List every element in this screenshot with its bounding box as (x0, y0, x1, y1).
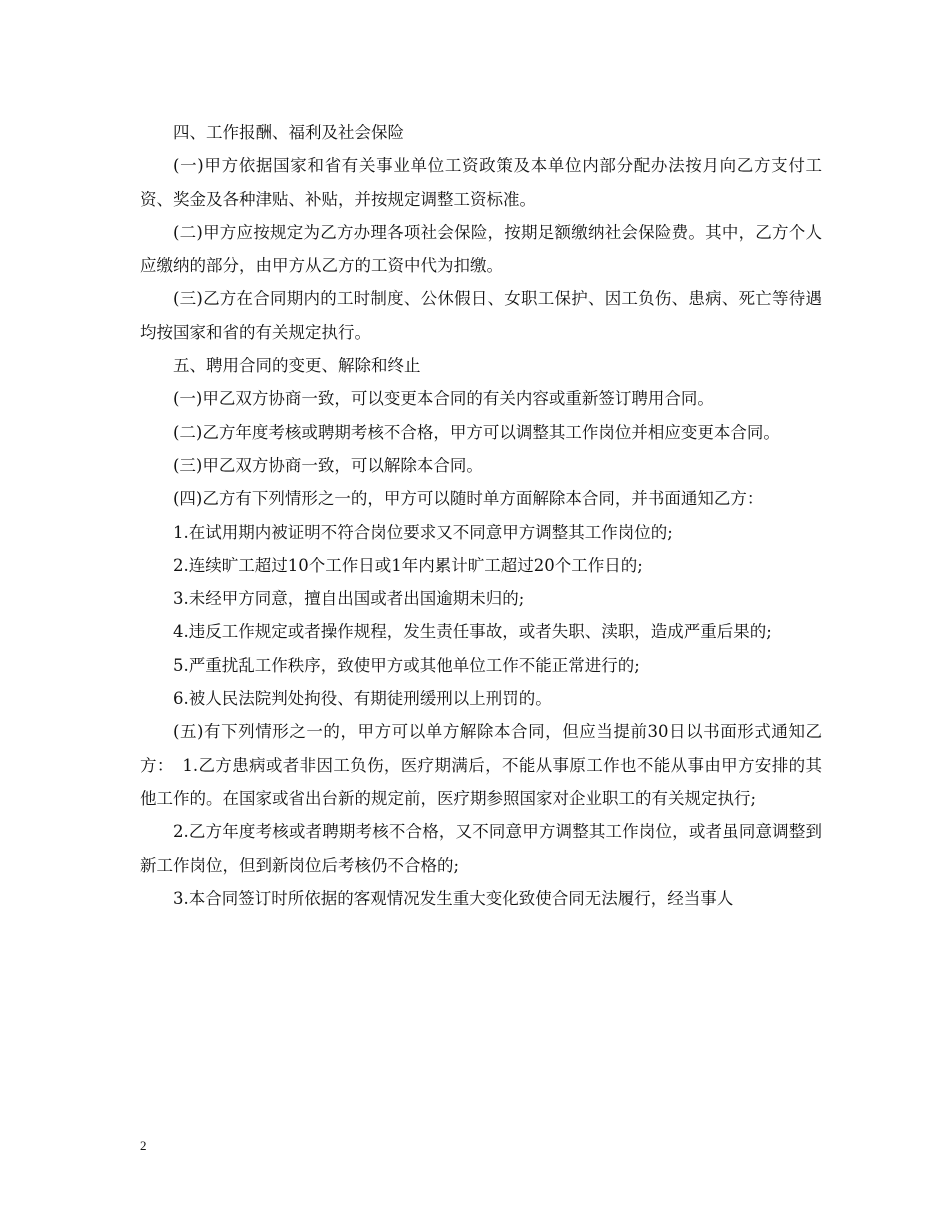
paragraph: (一)甲乙双方协商一致，可以变更本合同的有关内容或重新签订聘用合同。 (173, 389, 714, 409)
list-item: 2.连续旷工超过10个工作日或1年内累计旷工超过20个工作日的; (173, 555, 643, 575)
paragraph: (四)乙方有下列情形之一的，甲方可以随时单方面解除本合同，并书面通知乙方： (173, 489, 764, 509)
list-item: 6.被人民法院判处拘役、有期徒刑缓刑以上刑罚的。 (173, 689, 552, 709)
page-number: 2 (140, 1138, 147, 1153)
list-item: 2.乙方年度考核或者聘期考核不合格，又不同意甲方调整其工作岗位，或者虽同意调整到新工作岗位，但到新岗位后考核仍不合格的; (140, 822, 822, 875)
section-heading: 四、工作报酬、福利及社会保险 (173, 123, 404, 142)
list-item: 1.在试用期内被证明不符合岗位要求又不同意甲方调整其工作岗位的; (173, 522, 673, 542)
paragraph: (三)乙方在合同期内的工时制度、公休假日、女职工保护、因工负伤、患病、死亡等待遇均按国家和省的有关规定执行。 (140, 289, 822, 342)
paragraph: (二)乙方年度考核或聘期考核不合格，甲方可以调整其工作岗位并相应变更本合同。 (173, 422, 780, 442)
paragraph: (三)甲乙双方协商一致，可以解除本合同。 (173, 455, 483, 475)
paragraph: (五)有下列情形之一的，甲方可以单方解除本合同，但应当提前30日以书面形式通知乙方： 1.乙方患病或者非因工负伤，医疗期满后，不能从事原工作也不能从事由甲方安排的其他工作的。在国家或省出台新的规定前，医疗期参照国家对企业职工的有关规定执行; (140, 722, 822, 808)
list-item: 5.严重扰乱工作秩序，致使甲方或其他单位工作不能正常进行的; (173, 655, 640, 675)
document-body (140, 116, 822, 915)
list-item: 3.本合同签订时所依据的客观情况发生重大变化致使合同无法履行，经当事人 (173, 888, 734, 908)
paragraph: (一)甲方依据国家和省有关事业单位工资政策及本单位内部分配办法按月向乙方支付工资、奖金及各种津贴、补贴，并按规定调整工资标准。 (140, 156, 822, 209)
list-item: 4.违反工作规定或者操作规程，发生责任事故，或者失职、渎职，造成严重后果的; (173, 622, 772, 642)
paragraph: (二)甲方应按规定为乙方办理各项社会保险，按期足额缴纳社会保险费。其中，乙方个人应缴纳的部分，由甲方从乙方的工资中代为扣缴。 (140, 222, 822, 276)
list-item: 3.未经甲方同意，擅自出国或者出国逾期未归的; (173, 589, 525, 609)
section-heading: 五、聘用合同的变更、解除和终止 (173, 356, 421, 376)
